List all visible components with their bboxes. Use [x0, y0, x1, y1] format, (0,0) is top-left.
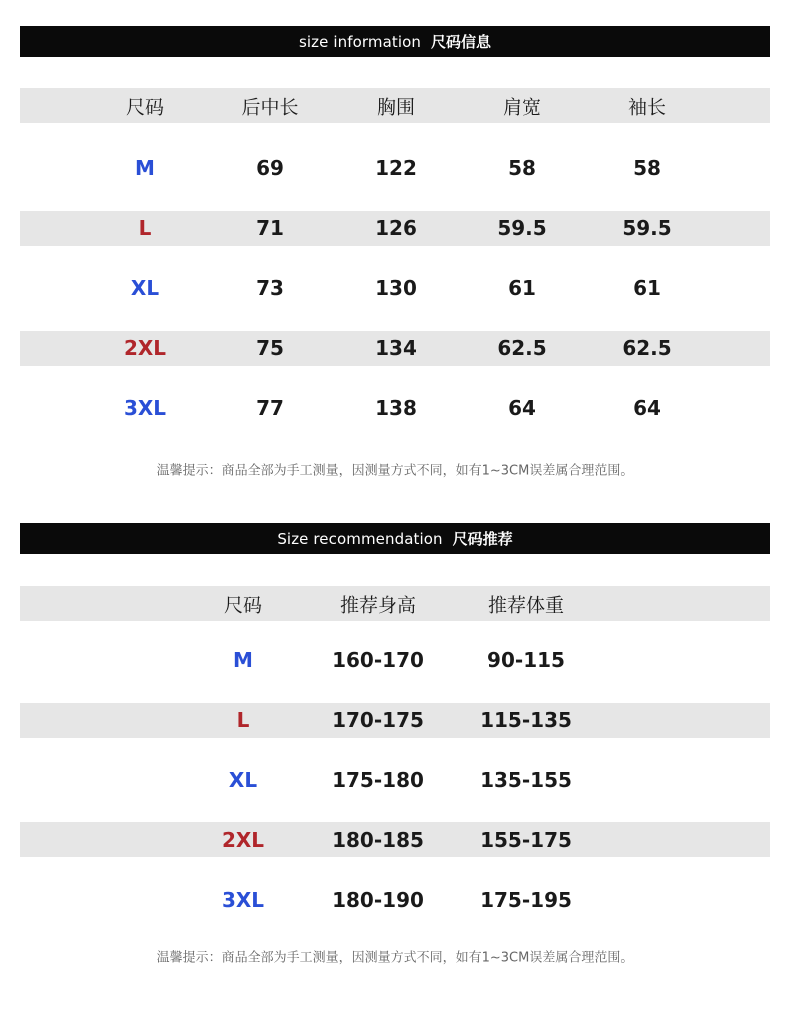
size-label: M [135, 156, 155, 180]
shoulder-value: 59.5 [497, 216, 547, 240]
size-rec-header-height: 推荐身高 [339, 594, 417, 617]
chest-value: 130 [375, 276, 417, 300]
size-info-header-size: 尺码 [125, 96, 165, 119]
shoulder-value: 62.5 [497, 336, 547, 360]
size-label: XL [228, 768, 258, 792]
sleeve-value: 61 [633, 276, 661, 300]
height-value: 160-170 [332, 648, 424, 672]
sleeve-value: 62.5 [622, 336, 672, 360]
height-value: 180-185 [332, 828, 424, 852]
length-value: 73 [256, 276, 284, 300]
sleeve-value: 64 [633, 396, 661, 420]
size-rec-banner-en: Size recommendation [277, 529, 443, 548]
size-info-banner [20, 26, 770, 57]
size-info-banner-en: size information [298, 32, 421, 51]
sleeve-value: 58 [633, 156, 661, 180]
height-value: 170-175 [332, 708, 424, 732]
sleeve-value: 59.5 [622, 216, 672, 240]
size-info-header-sleeve: 袖长 [627, 96, 667, 119]
chest-value: 134 [375, 336, 417, 360]
chest-value: 138 [375, 396, 417, 420]
shoulder-value: 61 [508, 276, 536, 300]
size-info-note: 温馨提示：商品全部为手工测量，因测量方式不同，如有1~3CM误差属合理范围。 [156, 463, 634, 479]
size-info-header-shoulder: 肩宽 [502, 96, 542, 119]
size-info-banner-cn: 尺码信息 [431, 33, 492, 51]
weight-value: 115-135 [480, 708, 572, 732]
size-rec-banner [20, 523, 770, 554]
size-rec-banner-cn: 尺码推荐 [452, 530, 513, 548]
length-value: 71 [256, 216, 284, 240]
height-value: 175-180 [332, 768, 424, 792]
size-label: 3XL [123, 396, 167, 420]
size-info-header-chest: 胸围 [376, 96, 416, 119]
size-label: M [233, 648, 253, 672]
chest-value: 126 [375, 216, 417, 240]
weight-value: 155-175 [480, 828, 572, 852]
length-value: 75 [256, 336, 284, 360]
size-info-header-length: 后中长 [241, 96, 299, 119]
length-value: 77 [256, 396, 284, 420]
size-label: 2XL [221, 828, 265, 852]
weight-value: 175-195 [480, 888, 572, 912]
height-value: 180-190 [332, 888, 424, 912]
shoulder-value: 64 [508, 396, 536, 420]
chest-value: 122 [375, 156, 417, 180]
weight-value: 90-115 [487, 648, 565, 672]
size-label: L [138, 216, 152, 240]
size-rec-note: 温馨提示：商品全部为手工测量，因测量方式不同，如有1~3CM误差属合理范围。 [156, 950, 634, 966]
size-label: 2XL [123, 336, 167, 360]
size-rec-header-size: 尺码 [223, 594, 263, 617]
size-label: XL [130, 276, 160, 300]
size-label: L [236, 708, 250, 732]
shoulder-value: 58 [508, 156, 536, 180]
length-value: 69 [256, 156, 284, 180]
size-rec-header-weight: 推荐体重 [487, 594, 565, 617]
size-label: 3XL [221, 888, 265, 912]
weight-value: 135-155 [480, 768, 572, 792]
